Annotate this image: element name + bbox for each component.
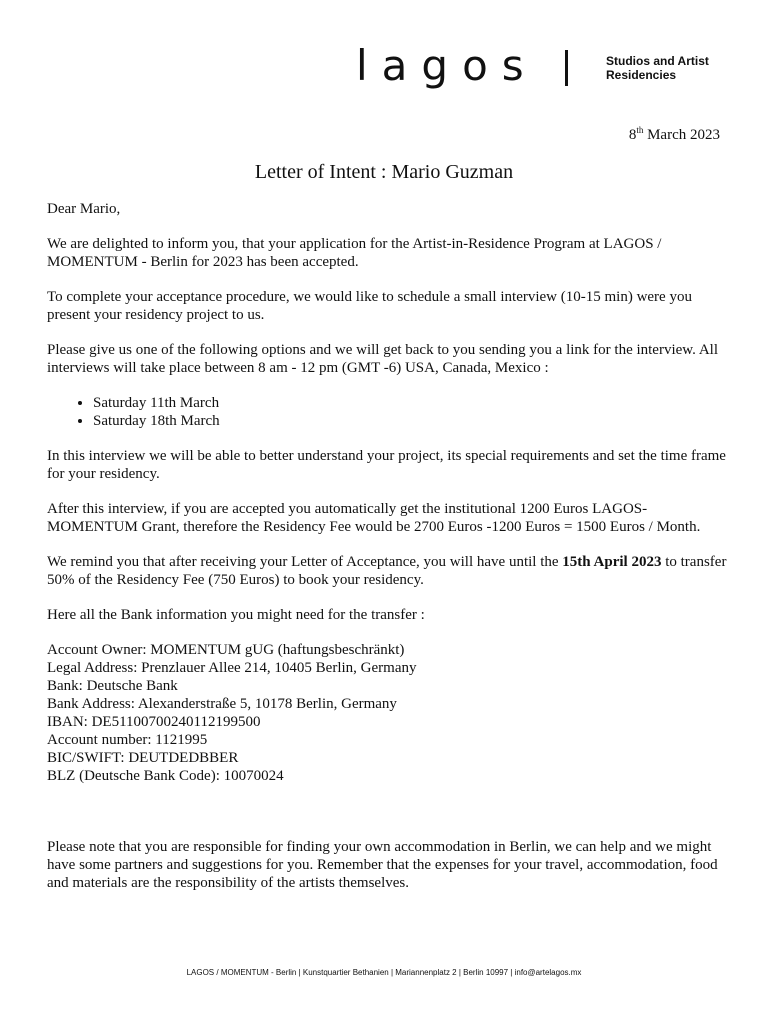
- paragraph-options: Please give us one of the following options and we will get back to you sending you a link for the interview. All interviews will take place between 8 am - 12 pm (GMT -6) USA, Canada, Mexico :: [47, 342, 718, 376]
- paragraph-acceptance: We are delighted to inform you, that your application for the Artist-in-Residence Program at LAGOS / MOMENTUM - Berlin for 2023 has been accepted.: [47, 236, 662, 270]
- remind-end: to transfer 50% of the Residency Fee (750 Euros) to book your residency.: [47, 554, 727, 588]
- tagline-line-1: Studios and Artist: [606, 54, 709, 68]
- paragraph-bank-intro: Here all the Bank information you might need for the transfer :: [47, 607, 425, 623]
- logo-divider-bar: [565, 50, 568, 86]
- header-tagline: [606, 54, 736, 82]
- bank-address: Bank Address: Alexanderstraße 5, 10178 Berlin, Germany: [47, 696, 397, 712]
- letter-body: [47, 200, 727, 785]
- bank-details: [47, 641, 727, 785]
- date-day: 8: [628, 127, 637, 143]
- paragraph-closing: Please note that you are responsible for finding your own accommodation in Berlin, we can help and we might have some partners and suggestions for you. Remember that the expenses for your travel, accommodation, food and materials are the responsibility of the artists themselves.: [47, 839, 718, 891]
- date-suffix: th: [636, 125, 644, 135]
- paragraph-interview: To complete your acceptance procedure, we would like to schedule a small interview (10-15 min) were you present your residency project to us.: [47, 289, 692, 323]
- option-item: • Saturday 18th March: [93, 412, 727, 430]
- letter-date: [629, 127, 720, 144]
- paragraph-grant: After this interview, if you are accepted you automatically get the institutional 1200 Euros LAGOS-MOMENTUM Grant, therefore the Residency Fee would be 2700 Euros -1200 Euros = 1500 Euros / Month.: [47, 501, 701, 535]
- paragraph-remind: [47, 553, 727, 589]
- salutation: Dear Mario,: [47, 201, 121, 217]
- remind-deadline: 15th April 2023: [562, 554, 662, 570]
- paragraph-understand: In this interview we will be able to better understand your project, its special requirements and set the time frame for your residency.: [47, 448, 726, 482]
- option-item: • Saturday 11th March: [93, 394, 727, 412]
- bank-account-number: Account number: 1121995: [47, 732, 208, 748]
- interview-options-list: [47, 394, 727, 430]
- bank-legal-address: Legal Address: Prenzlauer Allee 214, 10405 Berlin, Germany: [47, 660, 417, 676]
- bank-account-owner: Account Owner: MOMENTUM gUG (haftungsbeschränkt): [47, 642, 405, 658]
- tagline-line-2: Residencies: [606, 68, 677, 82]
- date-rest: March 2023: [643, 127, 720, 143]
- lagos-logo: lagos: [356, 41, 538, 90]
- bank-iban: IBAN: DE51100700240112199500: [47, 714, 261, 730]
- letter-title: Letter of Intent : Mario Guzman: [254, 161, 514, 183]
- remind-start: We remind you that after receiving your Letter of Acceptance, you will have until the: [47, 554, 563, 570]
- bank-blz: BLZ (Deutsche Bank Code): 10070024: [47, 768, 284, 784]
- bank-bic-swift: BIC/SWIFT: DEUTDEDBBER: [47, 750, 239, 766]
- bank-name: Bank: Deutsche Bank: [47, 678, 178, 694]
- footer-address: LAGOS / MOMENTUM - Berlin | Kunstquartier Bethanien | Mariannenplatz 2 | Berlin 10997 | info@artelagos.mx: [186, 968, 582, 977]
